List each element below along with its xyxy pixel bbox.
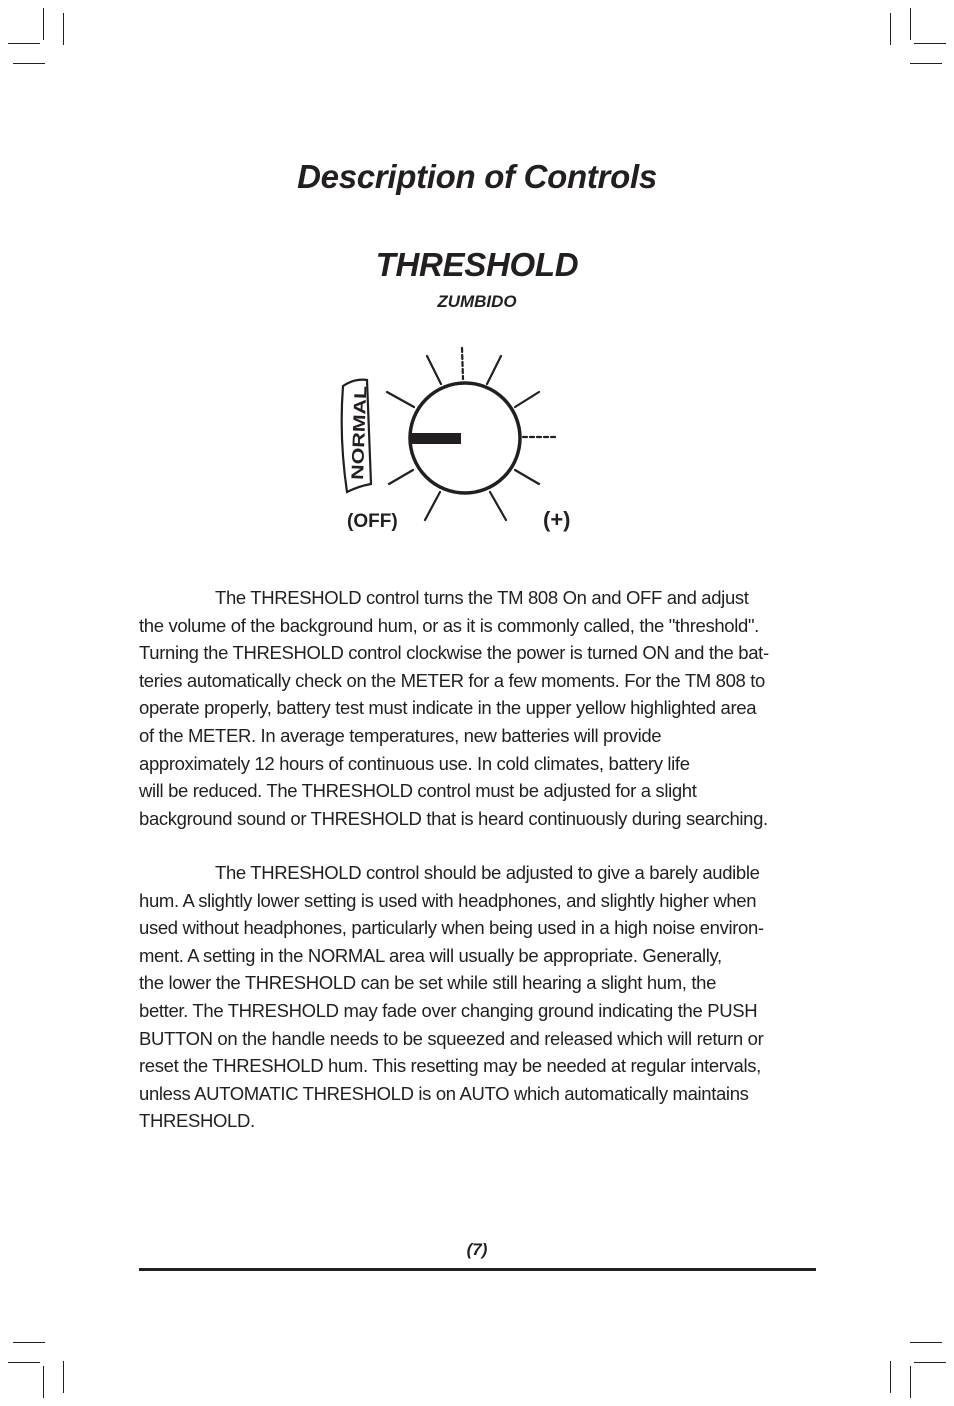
crop-mark [910,63,942,64]
paragraph-line: background sound or THRESHOLD that is heard continuously during searching. [139,807,768,829]
paragraph-line: The THRESHOLD control turns the TM 808 On and OFF and adjust [215,587,749,608]
paragraph-line: approximately 12 hours of continuous use. In cold climates, battery life [139,752,690,774]
paragraph-line: reset the THRESHOLD hum. This resetting may be needed at regular intervals, [139,1055,761,1077]
crop-mark [890,13,891,45]
paragraph-line: the volume of the background hum, or as it is commonly called, the "threshold". [139,614,759,636]
dial-tick [515,392,539,407]
footer-rule [139,1268,816,1271]
plus-label: (+) [543,507,571,532]
section-title: THRESHOLD [375,246,579,283]
crop-mark [63,1361,64,1393]
paragraph-line: ment. A setting in the NORMAL area will usually be appropriate. Generally, [139,944,722,966]
paragraph-line: better. The THRESHOLD may fade over changing ground indicating the PUSH [139,999,758,1021]
dial-tick [387,392,414,407]
crop-mark [910,1342,942,1343]
crop-mark [63,13,64,45]
paragraph-line: hum. A slightly lower setting is used with headphones, and slightly higher when [139,889,757,911]
paragraph-line: used without headphones, particularly when being used in a high noise environ- [139,917,764,939]
paragraph-line: The THRESHOLD control should be adjusted to give a barely audible [215,862,760,883]
section-subtitle: ZUMBIDO [437,292,517,311]
paragraph-2 [139,859,819,1135]
dial-tick [515,470,539,484]
crop-mark [13,63,45,64]
crop-mark [43,1366,44,1398]
dial-tick [425,492,440,520]
paragraph-line: operate properly, battery test must indicate in the upper yellow highlighted area [139,697,757,719]
paragraph-line: the lower the THRESHOLD can be set while still hearing a slight hum, the [139,972,717,994]
page-number: (7) [466,1240,488,1259]
paragraph-line: of the METER. In average temperatures, new batteries will provide [139,724,662,746]
paragraph-line: unless AUTOMATIC THRESHOLD is on AUTO which automatically maintains [139,1082,749,1104]
crop-mark [914,43,946,44]
paragraph-line: teries automatically check on the METER for a few moments. For the TM 808 to [139,669,765,691]
dial-tick [487,356,501,384]
crop-mark [910,8,911,40]
crop-mark [8,43,40,44]
dial-tick [490,492,506,520]
crop-mark [910,1366,911,1398]
threshold-dial-illustration [329,334,601,564]
paragraph-line: BUTTON on the handle needs to be squeezed and released which will return or [139,1027,764,1049]
off-label: (OFF) [347,511,398,532]
crop-mark [43,8,44,40]
crop-mark [13,1342,45,1343]
paragraph-1 [139,584,819,832]
dial-tick [462,348,463,379]
crop-mark [8,1362,40,1363]
dial-pointer [409,433,461,444]
paragraph-line: will be reduced. The THRESHOLD control must be adjusted for a slight [139,780,697,802]
paragraph-line: THRESHOLD. [139,1110,255,1132]
dial-tick [427,356,441,384]
paragraph-line: Turning the THRESHOLD control clockwise the power is turned ON and the bat- [139,642,769,664]
crop-mark [890,1361,891,1393]
crop-mark [914,1362,946,1363]
dial-tick [389,470,413,484]
normal-label: NORMAL [348,404,370,481]
page-title: Description of Controls [297,158,657,195]
